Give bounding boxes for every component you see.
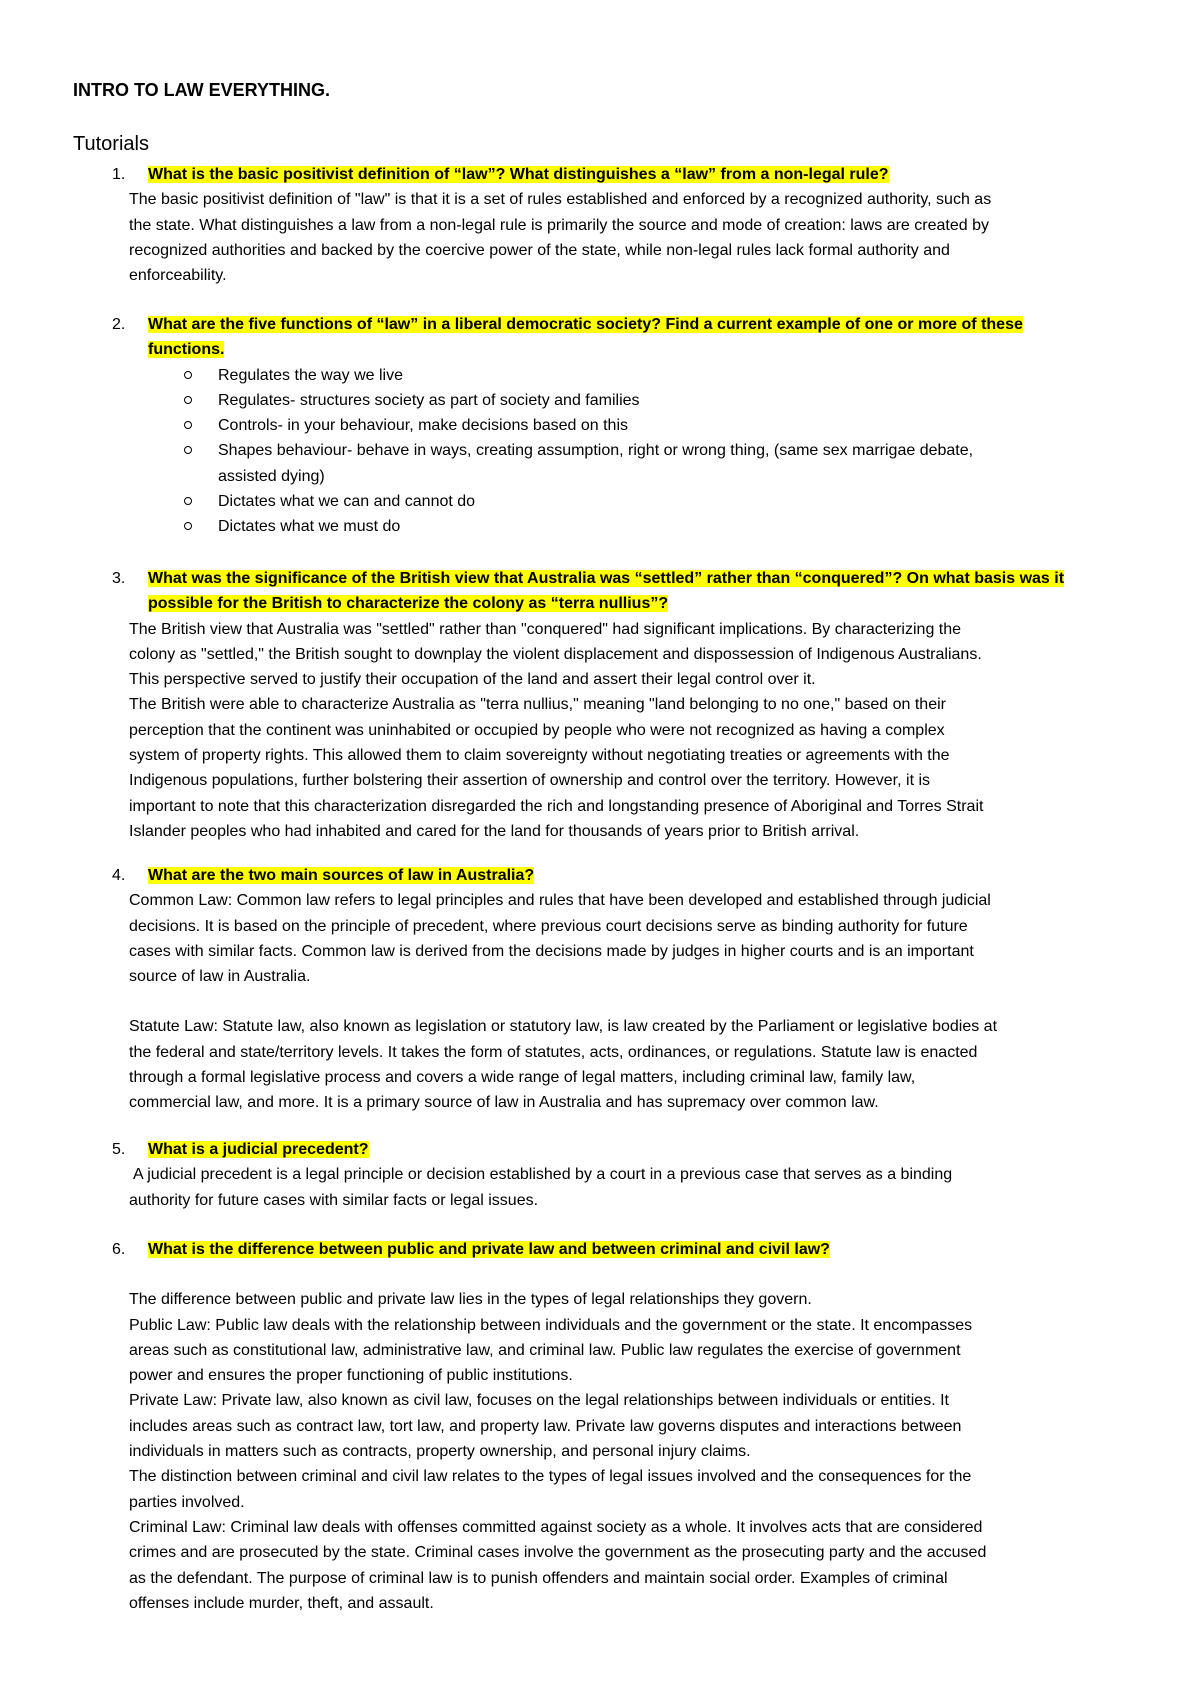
- question-text: What is a judicial precedent?: [148, 1141, 369, 1158]
- answer-line: important to note that this characterization disregarded the rich and longstanding presence of Aboriginal and Torres Strait: [129, 797, 984, 815]
- answer-line: Indigenous populations, further bolstering their assertion of ownership and control over the territory. However, it is: [129, 772, 931, 790]
- answer-line: Criminal Law: Criminal law deals with offenses committed against society as a whole. It involves acts that are considered: [129, 1518, 983, 1536]
- answer-line: The British were able to characterize Australia as "terra nullius," meaning "land belonging to no one," based on their: [129, 696, 946, 714]
- question-text: What are the five functions of “law” in a liberal democratic society? Find a current example of one or more of these: [148, 316, 1023, 333]
- answer-4: [0, 888, 1200, 1115]
- answer-line: authority for future cases with similar facts or legal issues.: [129, 1191, 539, 1209]
- answer-line: The distinction between criminal and civil law relates to the types of legal issues involved and the consequences for the: [129, 1468, 972, 1486]
- list-item: Controls- in your behaviour, make decisions based on this: [218, 413, 1200, 438]
- answer-line: Private Law: Private law, also known as civil law, focuses on the legal relationships between individuals or entities. It: [129, 1392, 949, 1410]
- answer-6: [0, 1287, 1200, 1616]
- answer-line: recognized authorities and backed by the coercive power of the state, while non-legal rules lack formal authority and: [129, 241, 950, 259]
- list-item: Dictates what we must do: [218, 514, 1200, 539]
- answer-line: A judicial precedent is a legal principle or decision established by a court in a previous case that serves as a binding: [133, 1166, 953, 1184]
- answer-3: [0, 617, 1200, 845]
- bullet-icon: [184, 421, 192, 429]
- answer-line: system of property rights. This allowed them to claim sovereignty without negotiating treaties or agreements with the: [129, 747, 950, 765]
- question-5-block: [0, 1137, 1200, 1213]
- list-item: Regulates- structures society as part of society and families: [218, 388, 1200, 413]
- answer-line: enforceability.: [129, 267, 227, 285]
- question-3: [0, 566, 1200, 617]
- answer-line: Common Law: Common law refers to legal principles and rules that have been developed and established through judicial: [129, 892, 991, 910]
- functions-list: [0, 363, 1200, 540]
- answer-line: The basic positivist definition of "law" is that it is a set of rules established and enforced by a recognized authority, such as: [129, 191, 992, 209]
- answer-line: individuals in matters such as contracts, property ownership, and personal injury claims.: [129, 1443, 751, 1461]
- question-2: [0, 312, 1200, 363]
- question-number: 2.: [112, 316, 126, 333]
- document-title: INTRO TO LAW EVERYTHING.: [73, 80, 331, 100]
- answer-line: Statute Law: Statute law, also known as legislation or statutory law, is law created by the Parliament or legislative bodies at: [129, 1018, 998, 1036]
- question-text: What is the basic positivist definition of “law”? What distinguishes a “law” from a non-legal rule?: [148, 166, 889, 183]
- answer-line: Public Law: Public law deals with the relationship between individuals and the government or the state. It encompasses: [129, 1316, 973, 1334]
- bullet-icon: [184, 446, 192, 454]
- section-heading: Tutorials: [73, 133, 149, 155]
- question-1-block: [0, 162, 1200, 288]
- list-item: Dictates what we can and cannot do: [218, 489, 1200, 514]
- answer-line: decisions. It is based on the principle of precedent, where previous court decisions serve as binding authority for future: [129, 917, 968, 935]
- bullet-icon: [184, 371, 192, 379]
- answer-line: offenses include murder, theft, and assault.: [129, 1594, 434, 1612]
- question-number: 6.: [112, 1241, 126, 1258]
- question-number: 5.: [112, 1141, 126, 1158]
- answer-line: commercial law, and more. It is a primary source of law in Australia and has supremacy over common law.: [129, 1094, 879, 1112]
- answer-line: source of law in Australia.: [129, 968, 311, 986]
- answer-line: The British view that Australia was "settled" rather than "conquered" had significant implications. By characterizing the: [129, 620, 962, 638]
- question-1: [0, 162, 1200, 187]
- question-text: What was the significance of the British view that Australia was “settled” rather than “conquered”? On what basis was it: [148, 570, 1065, 587]
- question-number: 4.: [112, 867, 126, 884]
- question-number: 1.: [112, 166, 126, 183]
- answer-line: the state. What distinguishes a law from a non-legal rule is primarily the source and mode of creation: laws are created by: [129, 216, 989, 234]
- answer-5: [0, 1162, 1200, 1213]
- question-text-cont: functions.: [148, 341, 225, 359]
- answer-line: This perspective served to justify their occupation of the land and assert their legal control over it.: [129, 671, 816, 689]
- answer-line: as the defendant. The purpose of criminal law is to punish offenders and maintain social order. Examples of criminal: [129, 1569, 948, 1587]
- answer-1: [0, 187, 1200, 288]
- answer-line: areas such as constitutional law, administrative law, and criminal law. Public law regulates the exercise of government: [129, 1341, 961, 1359]
- question-text: What are the two main sources of law in Australia?: [148, 867, 535, 884]
- bullet-icon: [184, 497, 192, 505]
- answer-line: includes areas such as contract law, tort law, and property law. Private law governs disputes and interactions between: [129, 1417, 962, 1435]
- question-text: What is the difference between public and private law and between criminal and civil law?: [148, 1241, 830, 1258]
- answer-line: the federal and state/territory levels. It takes the form of statutes, acts, ordinances, or regulations. Statute law is enacted: [129, 1043, 978, 1061]
- answer-line: Islander peoples who had inhabited and cared for the land for thousands of years prior to British arrival.: [129, 822, 860, 840]
- answer-line: cases with similar facts. Common law is derived from the decisions made by judges in higher courts and is an important: [129, 942, 974, 960]
- answer-line: through a formal legislative process and covers a wide range of legal matters, including criminal law, family law,: [129, 1069, 916, 1087]
- answer-line: perception that the continent was uninhabited or occupied by people who were not recognized as having a complex: [129, 721, 945, 739]
- answer-line: parties involved.: [129, 1493, 245, 1511]
- bullet-icon: [184, 396, 192, 404]
- question-5: [0, 1137, 1200, 1162]
- question-text-cont: possible for the British to characterize the colony as “terra nullius”?: [148, 595, 669, 613]
- answer-line: power and ensures the proper functioning of public institutions.: [129, 1367, 573, 1385]
- answer-line: crimes and are prosecuted by the state. Criminal cases involve the government as the prosecuting party and the accused: [129, 1544, 987, 1562]
- question-3-block: [0, 566, 1200, 844]
- question-4-block: [0, 863, 1200, 1116]
- question-6: [0, 1237, 1200, 1262]
- list-item: Shapes behaviour- behave in ways, creating assumption, right or wrong thing, (same sex marrigae debate, assisted dying): [218, 438, 1200, 489]
- question-2-block: [0, 312, 1200, 540]
- list-item: Regulates the way we live: [218, 363, 1200, 388]
- question-6-block: [0, 1237, 1200, 1616]
- question-4: [0, 863, 1200, 888]
- answer-line: colony as "settled," the British sought to downplay the violent displacement and dispossession of Indigenous Australians.: [129, 645, 982, 663]
- bullet-icon: [184, 522, 192, 530]
- question-number: 3.: [112, 570, 126, 587]
- answer-line: The difference between public and private law lies in the types of legal relationships they govern.: [129, 1291, 812, 1309]
